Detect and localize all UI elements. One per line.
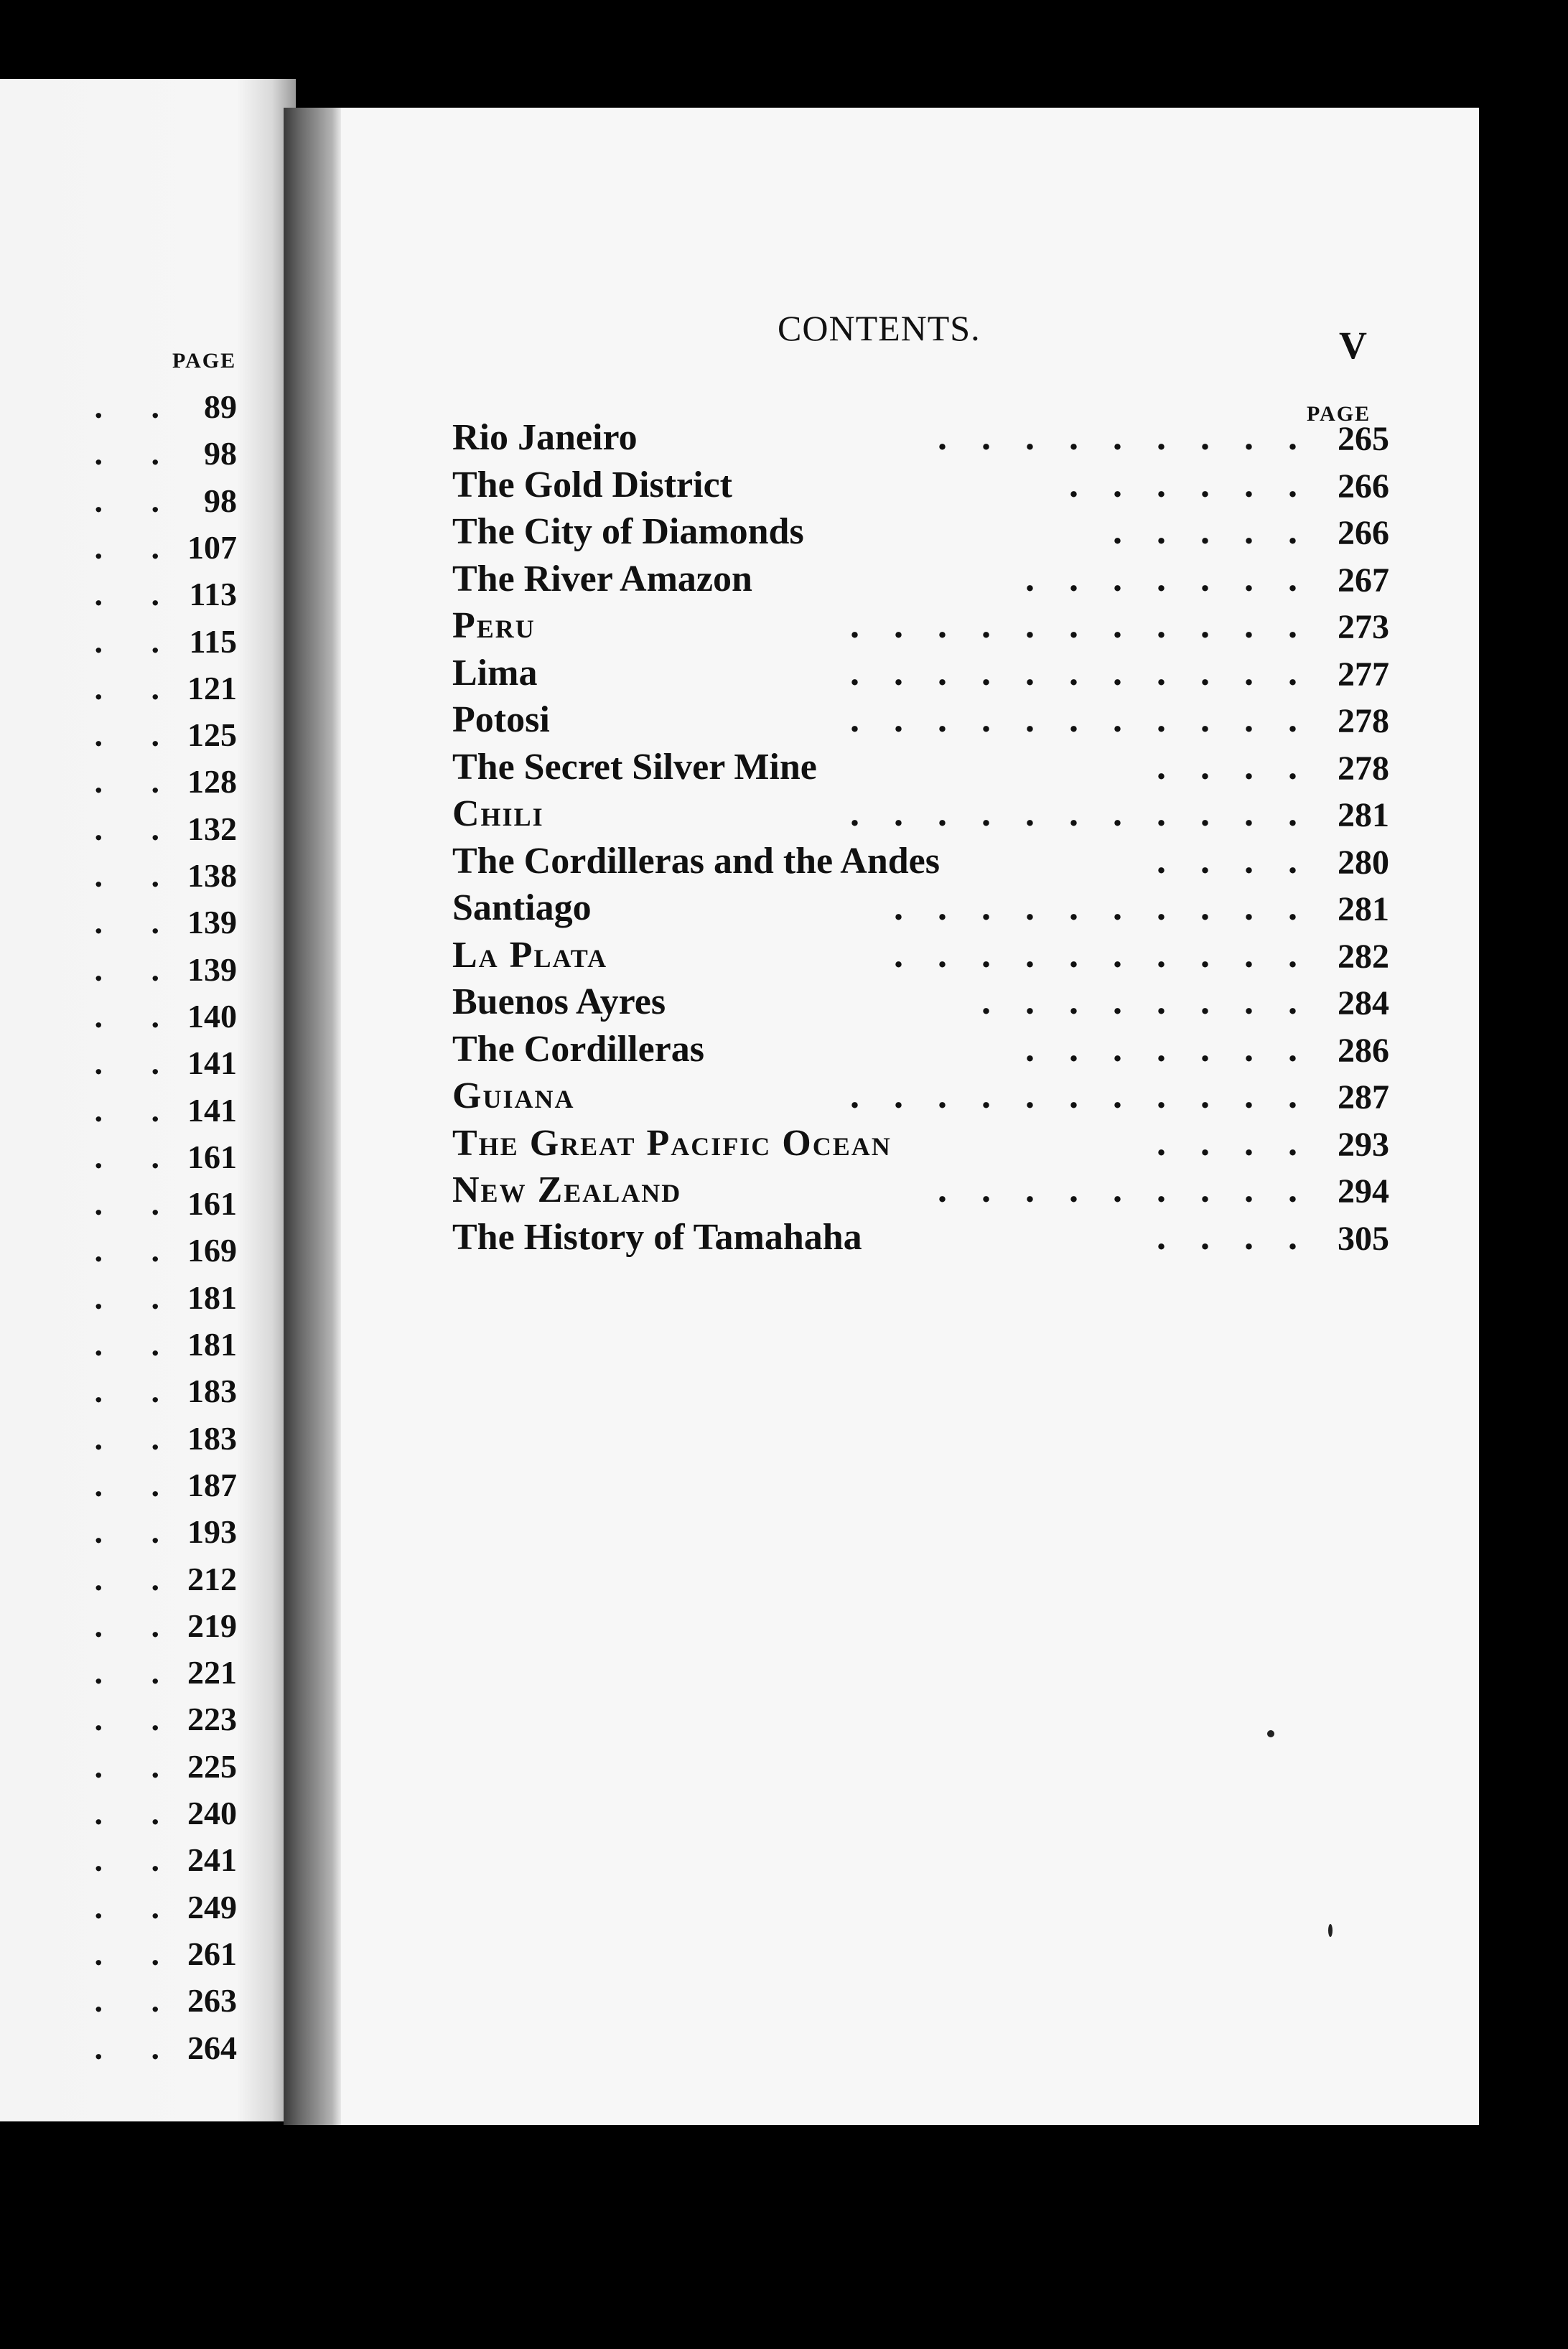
dot-leader: . . <box>94 1185 179 1223</box>
toc-entry-page: 267 <box>1338 561 1389 599</box>
left-page-row <box>0 669 244 712</box>
left-page-number: 113 <box>189 576 237 613</box>
dot-leader: . . <box>94 669 179 706</box>
left-page-row <box>0 1279 244 1322</box>
left-page-row <box>0 716 244 759</box>
page-folio: V <box>1339 324 1367 367</box>
paper-speck <box>1328 1924 1333 1937</box>
toc-entry-title: The Secret Silver Mine <box>452 746 817 788</box>
left-page-row <box>0 434 244 477</box>
toc-entry-title: Rio Janeiro <box>452 417 638 458</box>
left-page-row <box>0 951 244 994</box>
left-page-row <box>0 1231 244 1274</box>
dot-leader: . . <box>94 1841 179 1879</box>
left-page-number: 98 <box>204 482 237 519</box>
toc-entry-title: Lima <box>452 652 538 694</box>
dot-leader: . . <box>94 904 179 941</box>
left-page-number: 187 <box>187 1466 237 1503</box>
dot-leader: . . <box>94 1701 179 1738</box>
dot-leader: . . <box>94 1560 179 1597</box>
toc-entry-page: 277 <box>1338 655 1389 694</box>
left-page-number: 249 <box>187 1888 237 1925</box>
toc-entry <box>452 416 1389 462</box>
left-page-number: 212 <box>187 1560 237 1597</box>
toc-entry-title: Chili <box>452 793 544 834</box>
dot-leader: . . <box>94 1982 179 2019</box>
dot-leader: ....... <box>1025 558 1332 599</box>
toc-entry-title: Peru <box>452 605 536 646</box>
toc-entry-title: Buenos Ayres <box>452 981 666 1022</box>
left-page-row <box>0 1419 244 1462</box>
dot-leader: . . <box>94 1466 179 1503</box>
dot-leader: . . <box>94 1888 179 1925</box>
dot-leader: . . <box>94 1326 179 1363</box>
toc-entry-page: 284 <box>1338 984 1389 1022</box>
dot-leader: . . <box>94 857 179 894</box>
left-page-row <box>0 810 244 853</box>
toc-entry <box>452 1216 1389 1262</box>
left-page-row <box>0 1888 244 1931</box>
dot-leader: .... <box>1157 1122 1332 1164</box>
toc-entry <box>452 604 1389 650</box>
dot-leader: . . <box>94 1654 179 1691</box>
dot-leader: . . <box>94 528 179 566</box>
dot-leader: ........ <box>981 981 1332 1022</box>
left-page-row <box>0 575 244 618</box>
toc-entry-page: 281 <box>1338 890 1389 928</box>
left-page-row <box>0 856 244 900</box>
toc-entry-title: The Cordilleras and the Andes <box>452 840 940 882</box>
toc-entry <box>452 510 1389 556</box>
toc-entry-page: 281 <box>1338 796 1389 834</box>
left-page-row <box>0 482 244 525</box>
toc-entry-title: The Gold District <box>452 464 732 505</box>
left-page-number: 181 <box>187 1326 237 1363</box>
left-page-row <box>0 1653 244 1696</box>
toc-entry-page: 266 <box>1338 514 1389 552</box>
toc-entry-page: 280 <box>1338 843 1389 882</box>
toc-entry-title: The Cordilleras <box>452 1028 704 1070</box>
left-page-number: 225 <box>187 1747 237 1785</box>
left-page-row <box>0 997 244 1040</box>
dot-leader: . . <box>94 1279 179 1316</box>
left-page-row <box>0 1513 244 1556</box>
dot-leader: . . <box>94 1232 179 1269</box>
dot-leader: ...... <box>1069 464 1332 505</box>
left-page-row <box>0 903 244 946</box>
toc-entry-page: 266 <box>1338 467 1389 505</box>
dot-leader: . . <box>94 810 179 847</box>
dot-leader: .......... <box>894 934 1332 976</box>
toc-entry-page: 265 <box>1338 420 1389 458</box>
left-page-number: 125 <box>187 716 237 754</box>
right-page <box>341 108 1479 2125</box>
left-page-row <box>0 762 244 805</box>
left-page-row <box>0 1325 244 1368</box>
toc-entry-title: The Great Pacific Ocean <box>452 1122 892 1164</box>
left-page-row <box>0 1935 244 1978</box>
toc-entry-page: 273 <box>1338 608 1389 646</box>
dot-leader: ......... <box>938 417 1332 458</box>
left-page-number: 141 <box>187 1091 237 1129</box>
left-page-label: PAGE <box>172 349 237 373</box>
dot-leader: ........... <box>850 699 1332 740</box>
left-page-number: 141 <box>187 1045 237 1082</box>
toc-entry-title: The River Amazon <box>452 558 752 599</box>
left-page-number: 139 <box>187 951 237 988</box>
toc-entry <box>452 1028 1389 1074</box>
left-page-number: 181 <box>187 1279 237 1316</box>
toc-entry <box>452 1169 1389 1215</box>
dot-leader: . . <box>94 1795 179 1831</box>
left-page-number: 241 <box>187 1841 237 1879</box>
left-page-number: 89 <box>204 388 237 425</box>
toc-entry <box>452 793 1389 839</box>
dot-leader: . . <box>94 951 179 988</box>
left-page-row <box>0 1372 244 1415</box>
dot-leader: .... <box>1157 840 1332 882</box>
toc-entry <box>452 840 1389 886</box>
dot-leader: ....... <box>1025 1028 1332 1070</box>
toc-entry <box>452 558 1389 604</box>
dot-leader: . . <box>94 1607 179 1644</box>
left-page-row <box>0 1185 244 1228</box>
left-page-row <box>0 1700 244 1743</box>
toc-entry-title: The City of Diamonds <box>452 511 804 552</box>
dot-leader: ........... <box>850 793 1332 834</box>
left-page-number: 121 <box>187 669 237 706</box>
dot-leader: .......... <box>894 887 1332 928</box>
toc-entry <box>452 464 1389 510</box>
paper-speck <box>1267 1730 1274 1737</box>
dot-leader: . . <box>94 622 179 660</box>
toc-entry-title: New Zealand <box>452 1169 682 1210</box>
dot-leader: .... <box>1157 746 1332 788</box>
page-column-label: PAGE <box>1307 402 1371 426</box>
toc-entry-page: 282 <box>1338 937 1389 976</box>
left-page-row <box>0 1981 244 2025</box>
left-page-row <box>0 388 244 431</box>
running-head: CONTENTS. <box>778 308 981 348</box>
left-page-number: 183 <box>187 1373 237 1410</box>
left-page-number: 107 <box>187 528 237 566</box>
left-page-number: 161 <box>187 1138 237 1175</box>
dot-leader: . . <box>94 1513 179 1551</box>
left-page-number: 183 <box>187 1419 237 1457</box>
left-page-number: 128 <box>187 763 237 800</box>
left-page-number: 261 <box>187 1935 237 1972</box>
left-page-row <box>0 1560 244 1603</box>
dot-leader: ........... <box>850 652 1332 694</box>
toc-entry <box>452 652 1389 698</box>
dot-leader: . . <box>94 482 179 519</box>
left-page-number: 115 <box>189 622 237 660</box>
left-page-row <box>0 1466 244 1509</box>
left-page-row <box>0 1747 244 1790</box>
dot-leader: . . <box>94 1045 179 1082</box>
dot-leader: . . <box>94 997 179 1035</box>
left-page-number: 221 <box>187 1654 237 1691</box>
toc-entry-page: 294 <box>1338 1172 1389 1210</box>
left-page-number: 263 <box>187 1982 237 2019</box>
left-page-number: 138 <box>187 857 237 894</box>
dot-leader: . . <box>94 576 179 613</box>
toc-entry-page: 286 <box>1338 1031 1389 1070</box>
left-page-row <box>0 1138 244 1181</box>
dot-leader: . . <box>94 716 179 754</box>
left-page-number: 139 <box>187 904 237 941</box>
left-page-row <box>0 1841 244 1884</box>
dot-leader: . . <box>94 435 179 472</box>
dot-leader: ......... <box>938 1169 1332 1210</box>
left-page-row <box>0 528 244 571</box>
toc-entry <box>452 981 1389 1027</box>
left-page-number: 161 <box>187 1185 237 1223</box>
dot-leader: . . <box>94 388 179 425</box>
toc-entry-page: 287 <box>1338 1078 1389 1116</box>
dot-leader: . . <box>94 2029 179 2066</box>
toc-entry-page: 278 <box>1338 749 1389 788</box>
toc-entry <box>452 699 1389 744</box>
left-page-number: 264 <box>187 2029 237 2066</box>
toc-entry-title: La Plata <box>452 934 608 976</box>
left-page-number: 240 <box>187 1795 237 1831</box>
left-page-row <box>0 1794 244 1837</box>
toc-entry <box>452 746 1389 792</box>
toc-entry <box>452 1075 1389 1121</box>
left-page-number: 132 <box>187 810 237 847</box>
left-page <box>0 79 296 2121</box>
dot-leader: . . <box>94 1419 179 1457</box>
left-page-row <box>0 1607 244 1650</box>
left-page-number: 98 <box>204 435 237 472</box>
dot-leader: . . <box>94 1935 179 1972</box>
dot-leader: . . <box>94 1138 179 1175</box>
toc-entry <box>452 934 1389 980</box>
left-page-row <box>0 2029 244 2072</box>
toc-entry-page: 305 <box>1338 1219 1389 1258</box>
toc-entry-page: 293 <box>1338 1125 1389 1164</box>
left-page-number: 140 <box>187 997 237 1035</box>
binding-gutter <box>284 108 341 2125</box>
dot-leader: . . <box>94 763 179 800</box>
left-page-row <box>0 622 244 666</box>
toc-entry <box>452 1122 1389 1168</box>
left-page-row <box>0 1044 244 1087</box>
left-page-row <box>0 1091 244 1134</box>
toc-entry-title: Potosi <box>452 699 550 740</box>
toc-entry-title: Santiago <box>452 887 592 928</box>
dot-leader: . . <box>94 1747 179 1785</box>
dot-leader: ..... <box>1113 511 1332 552</box>
toc-entry-title: The History of Tamahaha <box>452 1216 862 1258</box>
toc-entry-title: Guiana <box>452 1075 575 1116</box>
dot-leader: . . <box>94 1373 179 1410</box>
left-page-number: 223 <box>187 1701 237 1738</box>
dot-leader: ........... <box>850 1075 1332 1116</box>
toc-entry-page: 278 <box>1338 702 1389 740</box>
left-page-number: 219 <box>187 1607 237 1644</box>
dot-leader: ........... <box>850 605 1332 646</box>
left-page-number: 193 <box>187 1513 237 1551</box>
dot-leader: . . <box>94 1091 179 1129</box>
dot-leader: .... <box>1157 1216 1332 1258</box>
left-page-number: 169 <box>187 1232 237 1269</box>
toc-entry <box>452 887 1389 933</box>
